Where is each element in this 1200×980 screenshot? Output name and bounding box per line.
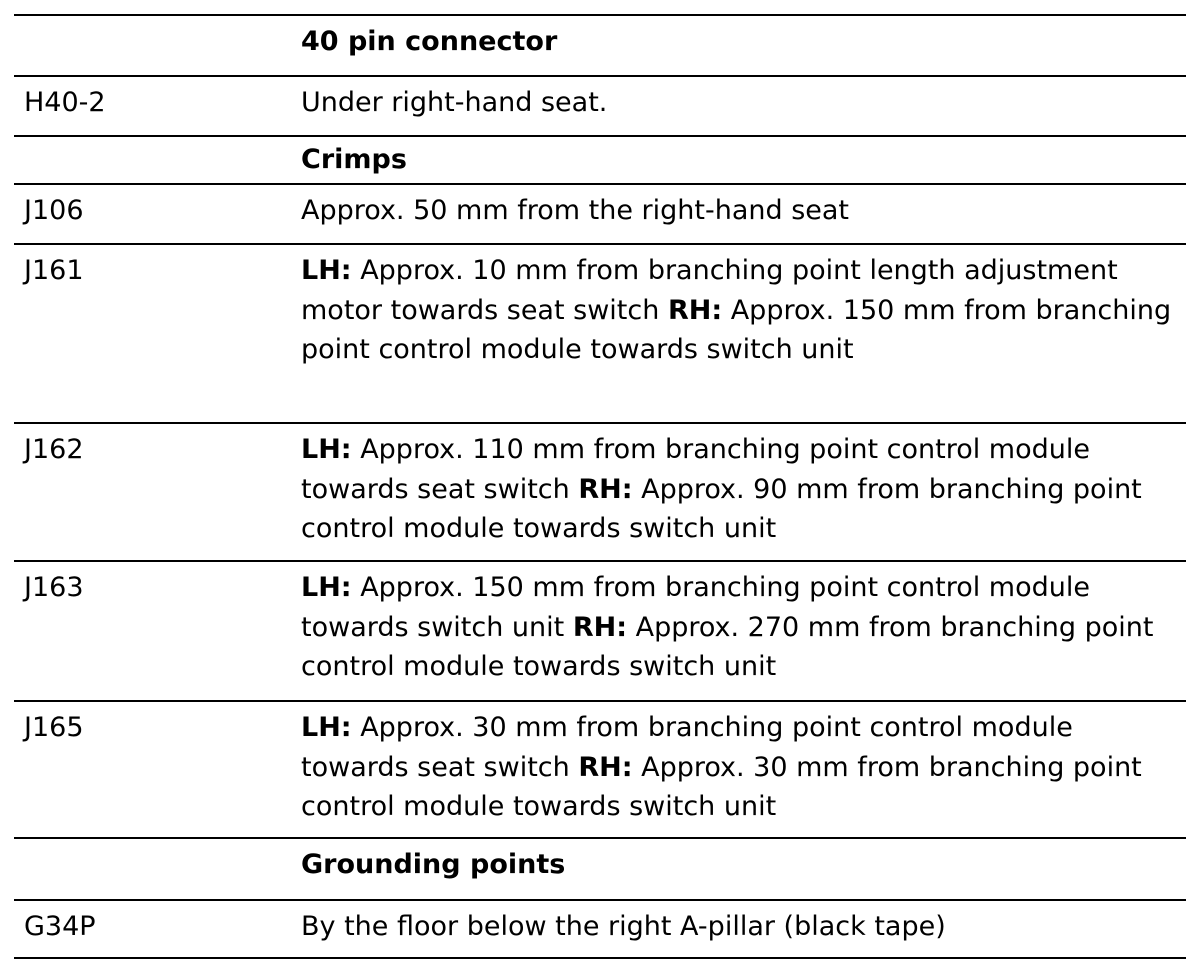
table-row — [14, 700, 1186, 837]
code-cell: J165 — [24, 712, 84, 743]
rh-text: Approx. 270 mm from branching point control module towards switch unit — [301, 611, 1154, 682]
table-row — [14, 243, 1186, 422]
code-cell: H40-2 — [24, 87, 106, 118]
rh-text: Approx. 90 mm from branching point control module towards switch unit — [301, 473, 1142, 544]
rh-text: Approx. 150 mm from branching point control module towards switch unit — [301, 294, 1172, 365]
lh-label: LH: — [301, 434, 352, 465]
section-heading: Crimps — [301, 144, 407, 175]
description-cell — [301, 708, 1186, 837]
rh-text: Approx. 30 mm from branching point control module towards switch unit — [301, 751, 1142, 822]
rh-label: RH: — [578, 751, 633, 783]
lh-text: Approx. 110 mm from branching point control module towards seat switch — [301, 434, 1090, 505]
component-location-table — [14, 14, 1186, 959]
code-cell — [14, 140, 301, 183]
code-cell: J162 — [24, 434, 84, 465]
lh-label: LH: — [301, 712, 352, 743]
lh-text: Approx. 30 mm from branching point control module towards seat switch — [301, 712, 1073, 783]
lh-label: LH: — [301, 255, 352, 286]
code-cell — [14, 22, 301, 75]
description-cell — [301, 568, 1186, 700]
section-row-grounding-points — [14, 837, 1186, 899]
section-row-40-pin-connector — [14, 14, 1186, 75]
table-row — [14, 899, 1186, 959]
description-cell: Approx. 50 mm from the right-hand seat — [301, 195, 850, 226]
table-row — [14, 560, 1186, 700]
rh-label: RH: — [572, 611, 628, 643]
code-cell: J161 — [24, 255, 84, 286]
code-cell: G34P — [24, 911, 96, 942]
code-cell — [14, 845, 301, 899]
description-cell: By the floor below the right A-pillar (black tape) — [301, 911, 946, 942]
code-cell: J163 — [24, 572, 84, 603]
table-row — [14, 183, 1186, 243]
code-cell: J106 — [24, 195, 84, 226]
lh-label: LH: — [301, 572, 352, 603]
section-row-crimps — [14, 135, 1186, 183]
table-row — [14, 75, 1186, 135]
description-cell — [301, 430, 1186, 560]
section-heading: 40 pin connector — [301, 26, 558, 57]
rh-label: RH: — [667, 294, 723, 326]
table-row — [14, 422, 1186, 560]
lh-text: Approx. 150 mm from branching point control module towards switch unit — [301, 572, 1090, 643]
section-heading: Grounding points — [301, 849, 566, 880]
lh-text: Approx. 10 mm from branching point length adjustment motor towards seat switch — [301, 255, 1118, 326]
rh-label: RH: — [578, 473, 633, 505]
description-cell: Under right-hand seat. — [301, 87, 608, 118]
description-cell — [301, 251, 1186, 422]
